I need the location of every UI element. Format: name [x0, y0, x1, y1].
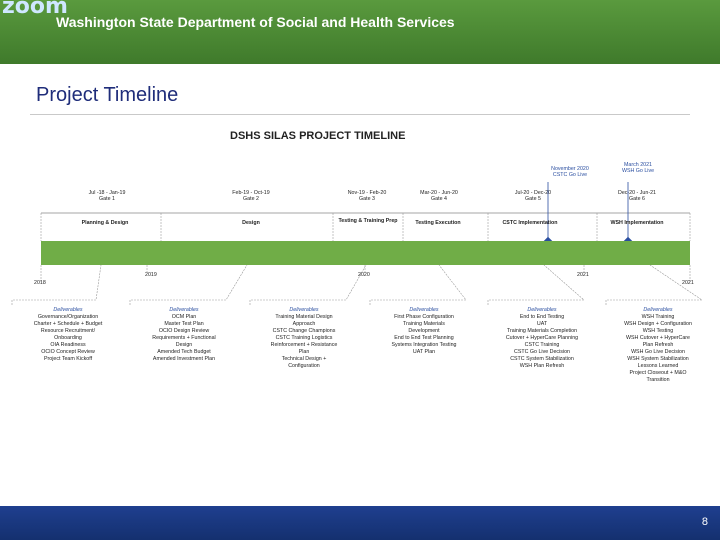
gate-6: Dec-20 - Jun-21 Gate 6 — [618, 190, 656, 203]
phase-testing-execution: Testing Execution — [415, 220, 461, 226]
timeline-graphic — [0, 120, 720, 500]
phase-wsh-implementation: WSH Implementation — [610, 220, 664, 226]
header-bar — [0, 0, 720, 64]
deliverables-bracket-1 — [12, 265, 101, 305]
deliverables-bracket-4 — [370, 265, 466, 305]
phase-cstc-implementation: CSTC Implementation — [502, 220, 558, 226]
deliverables-gate-1: Deliverables Governance/Organization Charter + Schedule + Budget Resource Recruitment/ Onboarding OIA Readiness OCIO Concept Review Project Team Kickoff — [33, 307, 103, 362]
deliverables-gate-5: Deliverables End to End Testing UAT Training Materials Completion Cutover + HyperCare Planning CSTC Training CSTC Go Live Decision CSTC System Stabilization WSH Plan Refresh — [505, 307, 579, 369]
year-label-2021-end: 2021 — [682, 280, 694, 286]
gate-2: Feb-19 - Oct-19 Gate 2 — [232, 190, 270, 203]
deliverables-gate-4: Deliverables First Phase Configuration Training Materials Development End to End Test Planning Systems Integration Testing UAT Plan — [391, 307, 457, 355]
deliverables-gate-2: Deliverables OCM Plan Master Test Plan OCIO Design Review Requirements + Functional Design Amended Tech Budget Amended Investment Plan — [152, 307, 216, 362]
timeline-bar — [41, 241, 690, 265]
timeline-title: DSHS SILAS PROJECT TIMELINE — [230, 130, 406, 142]
page-title: Project Timeline — [36, 84, 179, 106]
phase-planning-design: Planning & Design — [81, 220, 129, 226]
milestone-cstc-golive: November 2020 CSTC Go Live — [551, 166, 589, 179]
deliverables-bracket-3 — [250, 265, 366, 305]
gate-4: Mar-20 - Jun-20 Gate 4 — [420, 190, 458, 203]
org-title: Washington State Department of Social and Health Services — [56, 14, 455, 30]
footer-bar — [0, 506, 720, 540]
phase-testing-training-prep: Testing & Training Prep — [338, 218, 398, 224]
deliverables-gate-3: Deliverables Training Material Design Approach CSTC Change Champions CSTC Training Logistics Reinforcement + Resistance Plan Technical Design + Configuration — [270, 307, 338, 369]
title-divider — [30, 114, 690, 115]
deliverables-bracket-2 — [130, 265, 247, 305]
gate-1: Jul -18 - Jan-19 Gate 1 — [88, 190, 126, 203]
year-label-2020: 2020 — [358, 272, 370, 278]
year-label-2021: 2021 — [577, 272, 589, 278]
page-number: 8 — [701, 516, 708, 528]
gate-5: Jul-20 - Dec-20 Gate 5 — [514, 190, 552, 203]
year-label-2019: 2019 — [145, 272, 157, 278]
deliverables-gate-6: Deliverables WSH Training WSH Design + Configuration WSH Testing WSH Cutover + HyperCare Plan Refresh WSH Go Live Decision WSH System Stabilization Lessons Learned Project Closeout + M&O Transition — [624, 307, 692, 383]
year-label-2018: 2018 — [34, 280, 46, 286]
milestone-wsh-golive: March 2021 WSH Go Live — [621, 162, 655, 175]
phase-design: Design — [242, 220, 260, 226]
zoom-logo: zoom — [2, 0, 68, 19]
gate-3: Nov-19 - Feb-20 Gate 3 — [347, 190, 387, 203]
deliverables-bracket-5 — [488, 265, 584, 305]
